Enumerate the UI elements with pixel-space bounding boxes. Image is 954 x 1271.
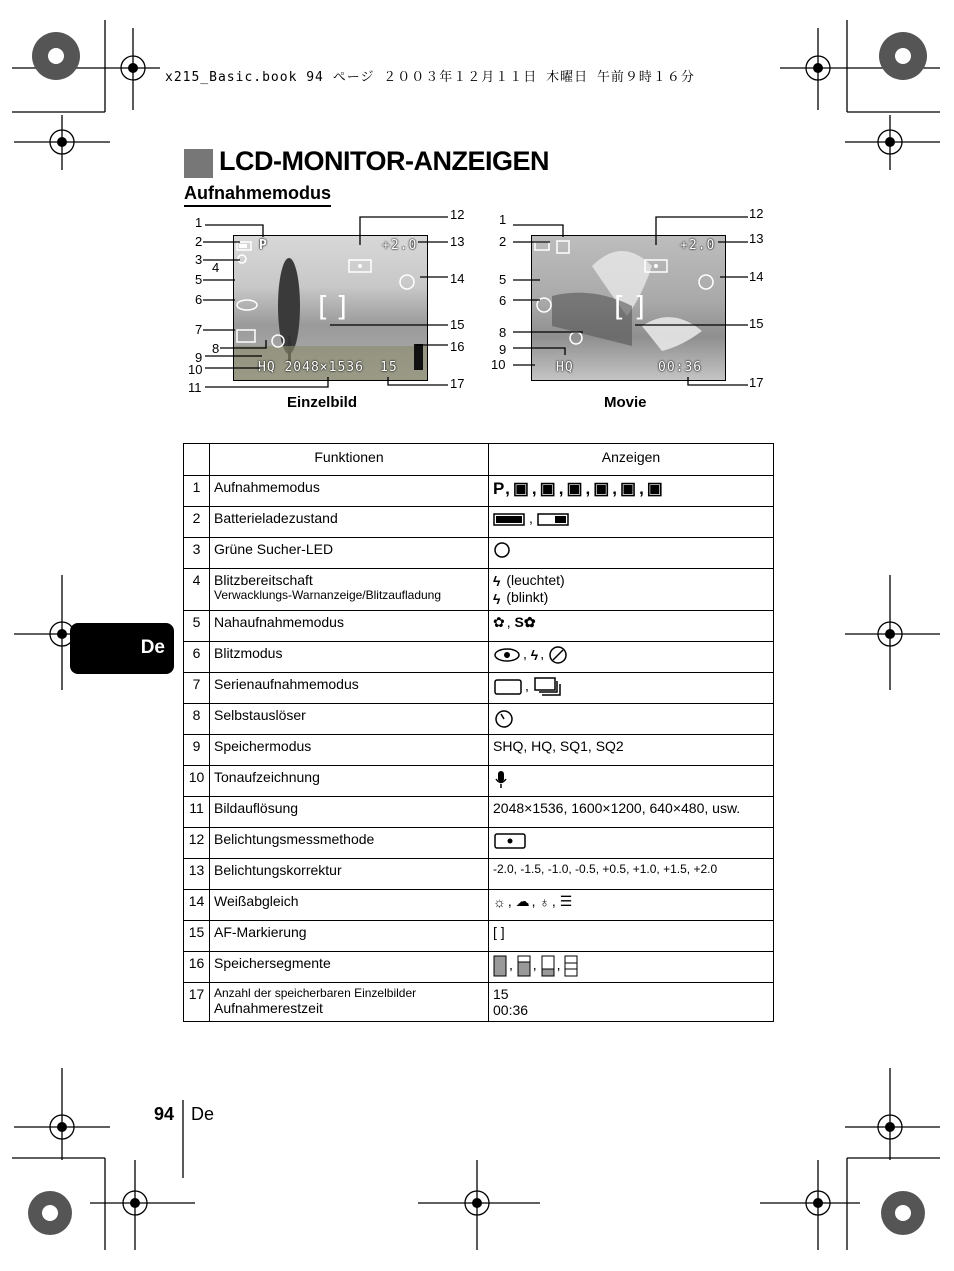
- row-number: 4: [184, 569, 210, 611]
- page-title: LCD-MONITOR-ANZEIGEN: [219, 146, 549, 176]
- row-indicator: [489, 610, 774, 641]
- table-row: [184, 569, 774, 611]
- callout-1: 1: [195, 215, 203, 230]
- row-number: 6: [184, 641, 210, 672]
- sunny-icon: ☼: [493, 893, 506, 910]
- callout-3: 3: [195, 252, 203, 267]
- row-indicator: -2.0, -1.5, -1.0, -0.5, +0.5, +1.0, +1.5, +2.0: [489, 858, 774, 889]
- function-sub: Aufnahmerestzeit: [214, 999, 323, 1016]
- svg-text:[: [: [314, 290, 331, 323]
- table-row: [184, 889, 774, 920]
- callout-10: 10: [188, 362, 203, 377]
- table-row: [184, 796, 774, 827]
- exposure-label: +2.0: [382, 238, 418, 253]
- indicator-table: [183, 443, 774, 1022]
- right-callout-lines: [505, 205, 775, 400]
- battery-full-icon: [493, 512, 527, 526]
- row-function: Tonaufzeichnung: [210, 765, 489, 796]
- callout-6: 6: [195, 292, 203, 307]
- separator: ,: [525, 677, 529, 694]
- row-number: 2: [184, 507, 210, 538]
- row-number: 15: [184, 920, 210, 951]
- memory-one-third-icon: [541, 955, 555, 977]
- sequential-icon: [533, 676, 565, 698]
- row-indicator: [489, 827, 774, 858]
- row-function: Speichermodus: [210, 734, 489, 765]
- row-function: Weißabgleich: [210, 889, 489, 920]
- row-function: Grüne Sucher-LED: [210, 538, 489, 569]
- row-function: Serienaufnahmemodus: [210, 672, 489, 703]
- row-function: Belichtungskorrektur: [210, 858, 489, 889]
- callout-16: 16: [450, 339, 465, 354]
- callout-4: 4: [212, 260, 220, 275]
- movie-callout-8: 8: [499, 325, 507, 340]
- callout-2: 2: [195, 234, 203, 249]
- callout-7: 7: [195, 322, 203, 337]
- row-indicator: [489, 538, 774, 569]
- flash-icon: ϟ: [530, 646, 539, 663]
- row-number: 14: [184, 889, 210, 920]
- callout-15: 15: [450, 317, 465, 332]
- svg-text:[: [: [610, 290, 627, 323]
- movie-callout-12: 12: [749, 206, 764, 221]
- red-eye-icon: [493, 646, 521, 664]
- movie-callout-1: 1: [499, 212, 507, 227]
- function-main: Anzahl der speicherbaren Einzelbilder: [214, 985, 417, 1000]
- section-subtitle: Aufnahmemodus: [184, 183, 331, 207]
- callout-8: 8: [212, 341, 220, 356]
- macro-icon: ✿: [493, 614, 505, 631]
- row-indicator: [489, 982, 774, 1021]
- row-function: Belichtungsmessmethode: [210, 827, 489, 858]
- svg-text:]: ]: [334, 290, 351, 323]
- row-function: [210, 982, 489, 1021]
- row-indicator: [ ]: [489, 920, 774, 951]
- header-indicators: Anzeigen: [489, 444, 774, 476]
- running-head: x215_Basic.book 94 ページ ２００３年１２月１１日 木曜日 午前９時１６分: [165, 70, 695, 85]
- row-indicator: [489, 476, 774, 507]
- language-tab-label: De: [140, 637, 165, 658]
- left-callout-lines: [180, 205, 480, 400]
- callout-9: 9: [195, 350, 203, 365]
- caption-einzelbild: Einzelbild: [287, 394, 358, 411]
- caption-movie: Movie: [604, 394, 647, 411]
- row-indicator: [489, 507, 774, 538]
- super-macro-icon: S✿: [514, 614, 536, 631]
- row-function: Speichersegmente: [210, 951, 489, 982]
- callout-13: 13: [450, 234, 465, 249]
- movie-quality-label: HQ: [556, 360, 574, 375]
- table-row: [184, 610, 774, 641]
- table-row: [184, 641, 774, 672]
- tungsten-icon: ♁: [539, 893, 550, 910]
- page-number: 94: [154, 1104, 175, 1124]
- svg-text:]: ]: [632, 290, 649, 323]
- table-row: [184, 507, 774, 538]
- separator: ,: [529, 510, 533, 526]
- row-number: 17: [184, 982, 210, 1021]
- movie-time-label: 00:36: [658, 360, 703, 375]
- function-sub: Verwacklungs-Warnanzeige/Blitzaufladung: [214, 588, 442, 602]
- row-number: 10: [184, 765, 210, 796]
- row-number: 11: [184, 796, 210, 827]
- title-square-icon: [184, 149, 213, 178]
- row-function: Batterieladezustand: [210, 507, 489, 538]
- row-number: 8: [184, 703, 210, 734]
- separator: ,: [506, 613, 511, 630]
- function-main: Blitzbereitschaft: [214, 572, 313, 588]
- header-functions: Funktionen: [210, 444, 489, 476]
- count-label: 15: [380, 360, 398, 375]
- callout-11: 11: [188, 380, 202, 395]
- memory-full-icon: [493, 955, 507, 977]
- callout-5: 5: [195, 272, 203, 287]
- table-row: [184, 765, 774, 796]
- table-row: [184, 858, 774, 889]
- row-number: 7: [184, 672, 210, 703]
- movie-callout-15: 15: [749, 316, 764, 331]
- row-number: 5: [184, 610, 210, 641]
- row-function: Aufnahmemodus: [210, 476, 489, 507]
- row-number: 1: [184, 476, 210, 507]
- row-indicator: [489, 672, 774, 703]
- movie-callout-14: 14: [749, 269, 764, 284]
- mode-icons: P,▣,▣,▣,▣,▣,▣: [493, 479, 666, 498]
- movie-callout-2: 2: [499, 234, 507, 249]
- movie-callout-9: 9: [499, 342, 507, 357]
- battery-low-icon: [537, 512, 571, 526]
- movie-callout-6: 6: [499, 293, 507, 308]
- table-row: [184, 920, 774, 951]
- memory-two-thirds-icon: [517, 955, 531, 977]
- memory-empty-icon: [564, 955, 578, 977]
- cloudy-icon: ☁: [515, 893, 530, 910]
- callout-14: 14: [450, 271, 465, 286]
- flash-icon: ϟ: [493, 573, 501, 590]
- indicator-count: 15: [493, 985, 509, 1002]
- callout-17: 17: [450, 376, 465, 391]
- row-indicator: SHQ, HQ, SQ1, SQ2: [489, 734, 774, 765]
- flash-icon: ϟ: [493, 590, 501, 607]
- row-number: 9: [184, 734, 210, 765]
- mode-p-label: P: [259, 238, 268, 253]
- table-header-row: [184, 444, 774, 476]
- row-indicator: ☼ , ☁ , ♁ , ☰: [489, 889, 774, 920]
- flash-off-icon: [548, 645, 568, 665]
- row-indicator: [489, 703, 774, 734]
- table-row: [184, 734, 774, 765]
- movie-callout-17: 17: [749, 375, 764, 390]
- row-function: AF-Markierung: [210, 920, 489, 951]
- header-empty: [184, 444, 210, 476]
- flash-blink-text: (blinkt): [506, 589, 549, 606]
- row-indicator: , ϟ ,: [489, 641, 774, 672]
- led-circle-icon: [493, 541, 511, 559]
- row-function: Bildauflösung: [210, 796, 489, 827]
- footer-language: De: [191, 1104, 215, 1124]
- fluorescent-icon: ☰: [559, 893, 573, 910]
- table-row: [184, 672, 774, 703]
- movie-callout-5: 5: [499, 272, 507, 287]
- row-indicator: [489, 765, 774, 796]
- microphone-icon: [493, 769, 509, 789]
- movie-callout-10: 10: [491, 357, 506, 372]
- table-row: [184, 951, 774, 982]
- language-tab: [70, 623, 174, 674]
- movie-exposure-label: +2.0: [680, 238, 716, 253]
- callout-12: 12: [450, 207, 465, 222]
- table-row: [184, 827, 774, 858]
- flash-lit-text: (leuchtet): [506, 572, 565, 588]
- table-row: [184, 982, 774, 1021]
- row-number: 16: [184, 951, 210, 982]
- table-row: [184, 476, 774, 507]
- row-function: Selbstauslöser: [210, 703, 489, 734]
- table-row: [184, 703, 774, 734]
- row-function: Blitzmodus: [210, 641, 489, 672]
- row-function: Nahaufnahmemodus: [210, 610, 489, 641]
- table-row: [184, 538, 774, 569]
- row-indicator: , , ,: [489, 951, 774, 982]
- row-number: 13: [184, 858, 210, 889]
- spot-metering-icon: [493, 831, 527, 851]
- self-timer-icon: [493, 707, 515, 729]
- row-indicator: 2048×1536, 1600×1200, 640×480, usw.: [489, 796, 774, 827]
- indicator-time: 00:36: [493, 1001, 529, 1018]
- row-indicator: [489, 569, 774, 611]
- single-frame-icon: [493, 677, 523, 697]
- status-line: HQ 2048×1536: [258, 360, 364, 375]
- row-number: 12: [184, 827, 210, 858]
- row-number: 3: [184, 538, 210, 569]
- movie-callout-13: 13: [749, 231, 764, 246]
- row-function: [210, 569, 489, 611]
